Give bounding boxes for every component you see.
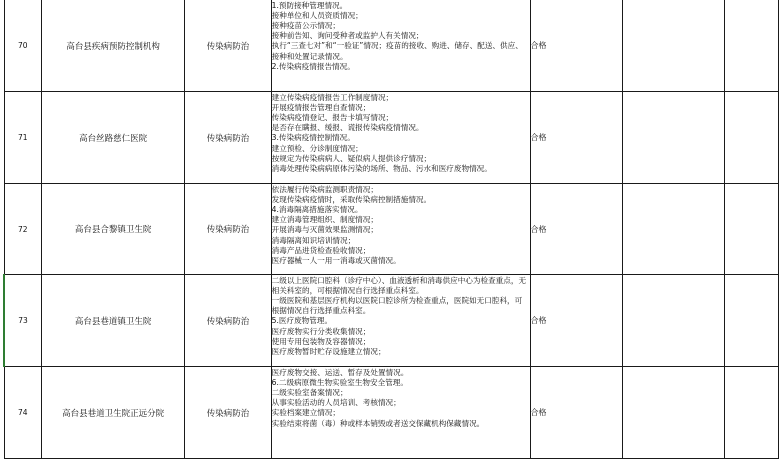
unit-name-cell[interactable]: 高台丝路慈仁医院 — [41, 92, 184, 184]
inspection-table — [3, 0, 779, 459]
inspection-field-cell[interactable]: 传染病防治 — [185, 184, 271, 275]
empty-cell[interactable] — [623, 184, 725, 275]
inspection-content-cell[interactable] — [271, 92, 530, 184]
content-lines — [272, 93, 530, 183]
row-number-cell[interactable]: 70 — [4, 0, 41, 92]
content-line: 实验档案建立情况； — [271, 408, 340, 418]
empty-cell[interactable] — [724, 92, 778, 184]
unit-name-cell[interactable]: 高台县巷道镇卫生院 — [41, 275, 184, 367]
result-cell[interactable]: 合格 — [530, 92, 623, 184]
content-line: 医疗废物交接、运送、暂存及处置情况。 — [271, 367, 409, 377]
empty-cell[interactable] — [724, 275, 778, 367]
content-line: 接种前告知、询问受种者或监护人有关情况； — [271, 31, 424, 41]
content-line: 4.消毒隔离措施落实情况。 — [271, 204, 363, 214]
inspection-field-cell[interactable]: 传染病防治 — [185, 0, 271, 92]
content-line: 从事实验活动的人员培训、考核情况； — [271, 398, 401, 408]
empty-cell[interactable] — [724, 184, 778, 275]
empty-cell[interactable] — [623, 0, 725, 92]
row-number-cell[interactable]: 73 — [4, 275, 41, 367]
content-line: 医疗废物实行分类收集情况； — [271, 326, 371, 336]
table-row — [4, 275, 779, 367]
content-line: 消毒处理传染病病原体污染的场所、物品、污水和医疗废物情况。 — [271, 163, 492, 173]
content-line: 开展疫情报告管理自查情况； — [271, 102, 371, 112]
content-line: 1.预防接种管理情况。 — [271, 0, 348, 10]
unit-name-cell[interactable]: 高台县合黎镇卫生院 — [41, 184, 184, 275]
empty-cell[interactable] — [623, 367, 725, 459]
inspection-content-cell[interactable] — [271, 0, 530, 92]
content-line: 使用专用包装物及容器情况； — [271, 336, 371, 346]
result-cell[interactable]: 合格 — [530, 367, 623, 459]
content-line: 按规定为传染病病人、疑似病人提供诊疗情况； — [271, 153, 432, 163]
result-cell[interactable]: 合格 — [530, 184, 623, 275]
content-line: 是否存在瞒报、缓报、谎报传染病疫情情况。 — [271, 123, 424, 133]
empty-cell[interactable] — [623, 92, 725, 184]
empty-cell[interactable] — [623, 275, 725, 367]
inspection-content-cell[interactable] — [271, 184, 530, 275]
inspection-content-cell[interactable] — [271, 275, 530, 367]
content-line: 医疗器械一人一用一消毒或灭菌情况。 — [271, 255, 401, 265]
empty-cell[interactable] — [724, 0, 778, 92]
inspection-field-cell[interactable]: 传染病防治 — [185, 275, 271, 367]
content-line: 执行“三查七对”和“一验证”情况；疫苗的接收、购进、储存、配送、供应、接种和处置记录情况。 — [271, 41, 523, 61]
content-line: 消毒产品进货检查验收情况； — [271, 245, 371, 255]
content-line: 建立消毒管理组织、制度情况； — [271, 215, 378, 225]
content-line: 6.二级病原微生物实验室生物安全管理。 — [271, 377, 408, 387]
row-number-cell[interactable]: 74 — [4, 367, 41, 459]
content-line: 发现传染病疫情时，采取传染病控制措施情况。 — [271, 194, 432, 204]
table-row — [4, 367, 779, 459]
table-body — [4, 0, 779, 459]
content-line: 消毒隔离知识培训情况； — [271, 235, 356, 245]
content-line: 开展消毒与灭菌效果监测情况； — [271, 225, 378, 235]
unit-name-cell[interactable]: 高台县巷道卫生院正远分院 — [41, 367, 184, 459]
content-line: 一级医院和基层医疗机构以医院口腔诊所为检查重点，医院如无口腔科，可根据情况自行选择重点科室。 — [271, 295, 523, 316]
content-line: 实验结束将菌（毒）种或样本销毁或者送交保藏机构保藏情况。 — [271, 418, 485, 428]
content-line: 二级实验室备案情况； — [271, 387, 348, 397]
content-lines — [272, 185, 530, 274]
table-row — [4, 184, 779, 275]
table-row — [4, 0, 779, 92]
inspection-field-cell[interactable]: 传染病防治 — [185, 367, 271, 459]
content-line: 传染病疫情登记、报告卡填写情况； — [271, 112, 394, 122]
inspection-field-cell[interactable]: 传染病防治 — [185, 92, 271, 184]
content-line: 二级以上医院口腔科（诊疗中心）、血液透析和消毒供应中心为检查重点，无相关科室的，可根据情况自行选择重点科室。 — [271, 275, 527, 295]
content-line: 建立预检、分诊制度情况； — [271, 143, 363, 153]
empty-cell[interactable] — [724, 367, 778, 459]
content-line: 5.医疗废物管理。 — [271, 316, 333, 326]
content-line: 依法履行传染病监测职责情况； — [271, 184, 378, 194]
row-number-cell[interactable]: 72 — [4, 184, 41, 275]
content-line: 接种疫苗公示情况； — [271, 20, 340, 30]
unit-name-cell[interactable]: 高台县疾病预防控制机构 — [41, 0, 184, 92]
content-line: 接种单位和人员资质情况； — [271, 10, 363, 20]
content-line: 医疗废物暂时贮存设施建立情况； — [271, 346, 386, 356]
result-cell[interactable]: 合格 — [530, 0, 623, 92]
table-row — [4, 92, 779, 184]
result-cell[interactable]: 合格 — [530, 275, 623, 367]
content-lines — [272, 368, 530, 458]
content-line: 3.传染病疫情控制情况。 — [271, 133, 355, 143]
content-lines — [272, 1, 530, 91]
content-line: 建立传染病疫情报告工作制度情况； — [271, 92, 394, 102]
inspection-content-cell[interactable] — [271, 367, 530, 459]
content-line: 2.传染病疫情报告情况。 — [271, 61, 355, 71]
content-lines — [272, 276, 530, 366]
row-number-cell[interactable]: 71 — [4, 92, 41, 184]
